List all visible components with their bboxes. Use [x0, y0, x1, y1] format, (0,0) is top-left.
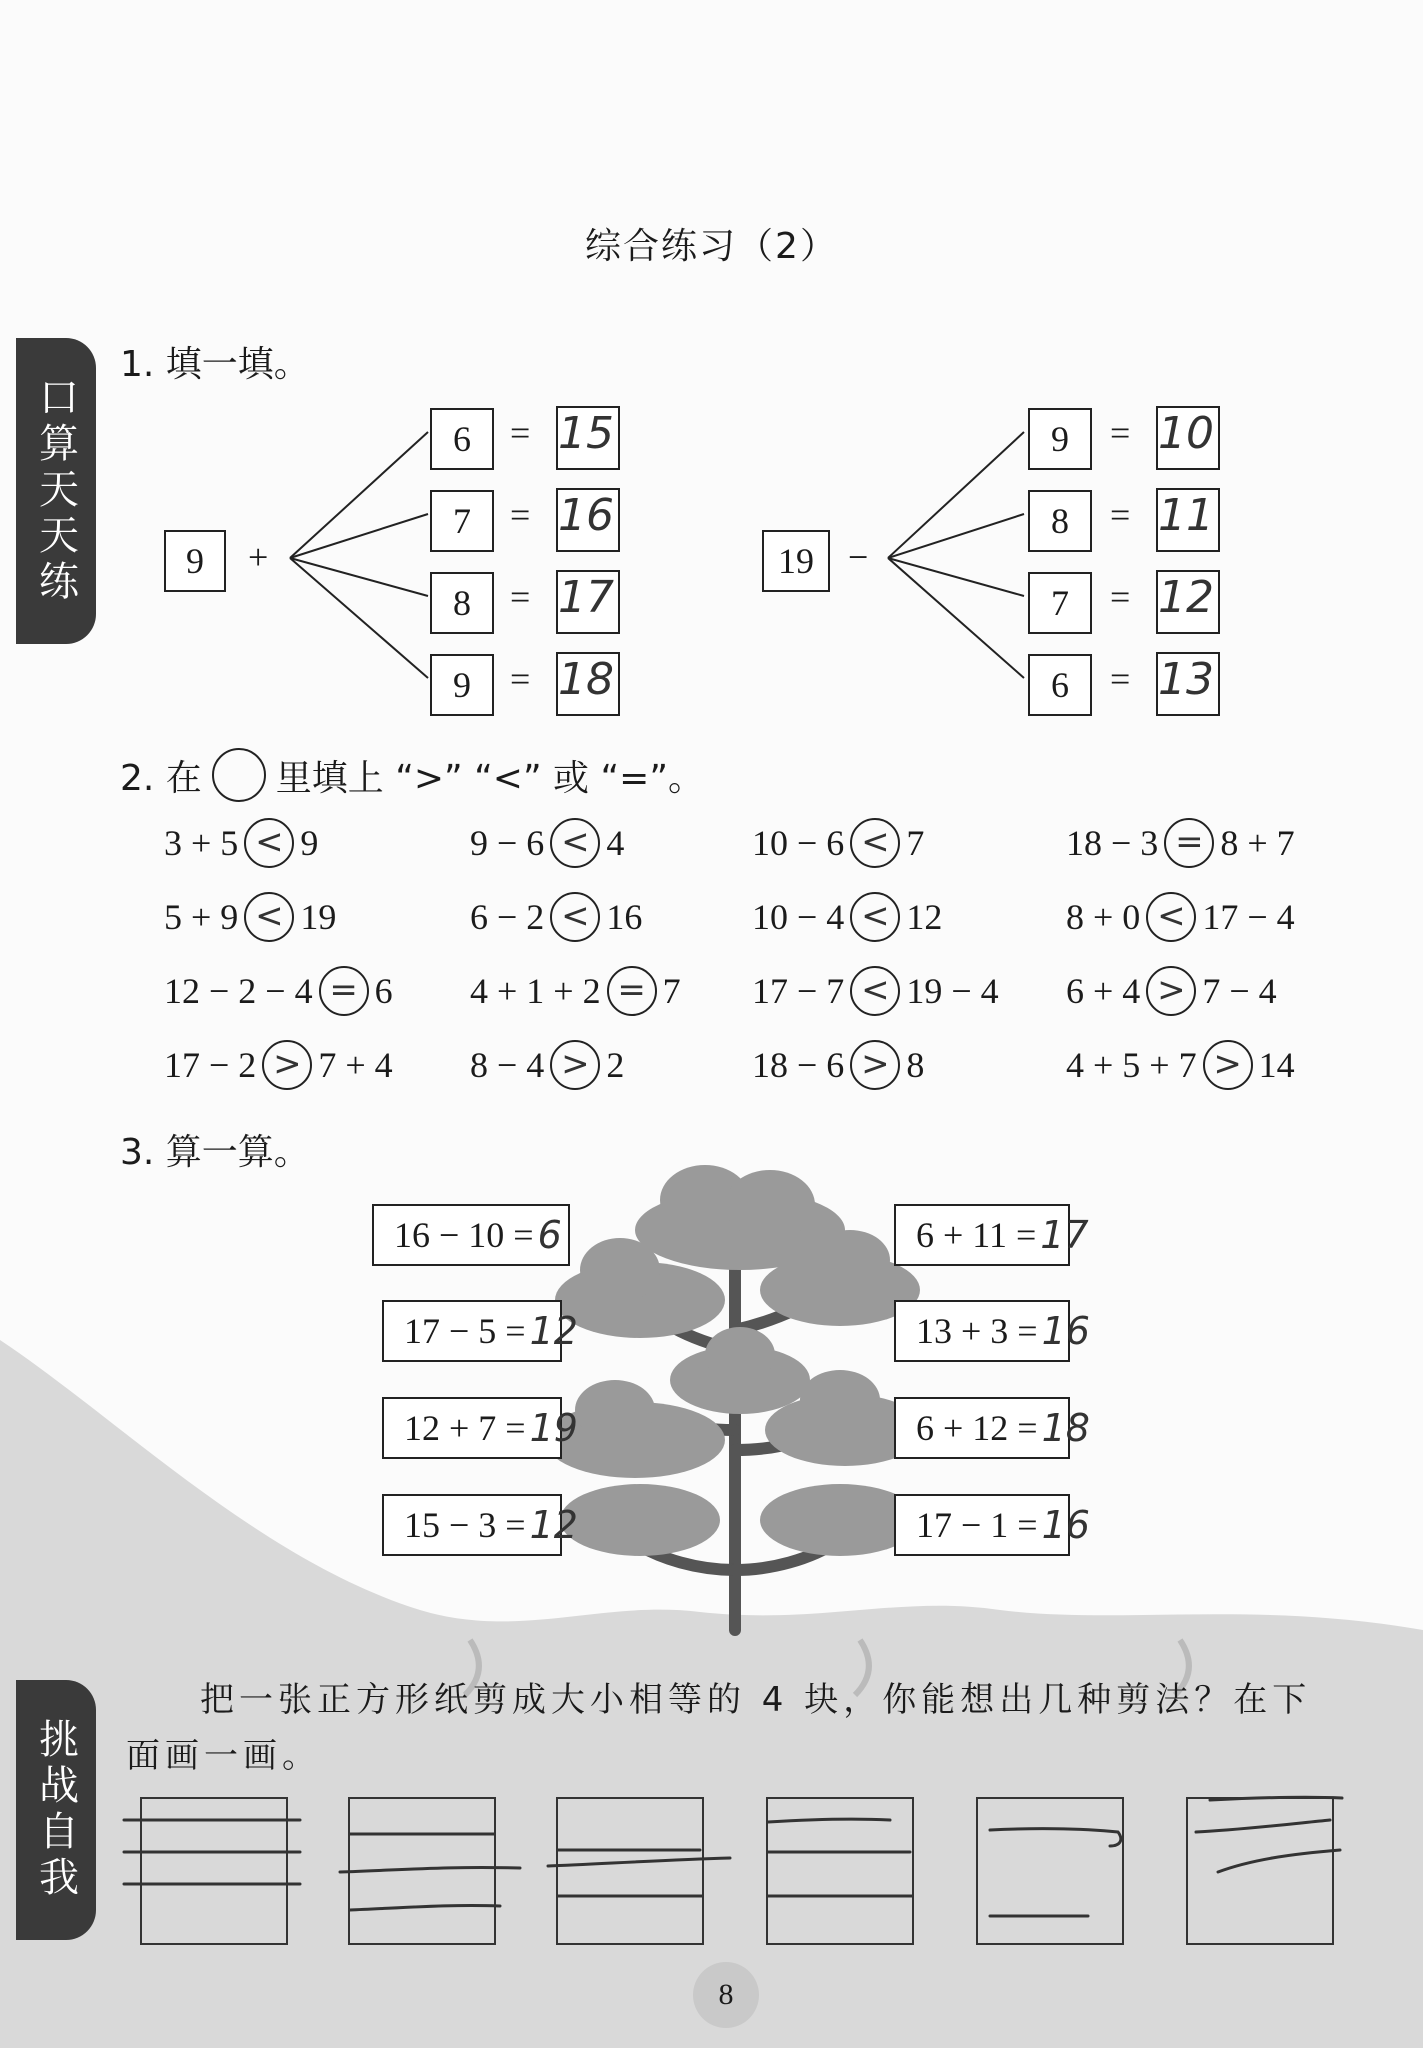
- challenge-line-1: 把一张正方形纸剪成大小相等的 4 块，你能想出几种剪法？在下: [200, 1680, 1312, 1720]
- comparison-answer-circle[interactable]: <: [550, 818, 600, 868]
- comparison-answer-circle[interactable]: <: [1146, 892, 1196, 942]
- calc-box: [382, 1494, 578, 1556]
- comparison-left: 3 + 5: [164, 823, 239, 863]
- handwritten-answer: 12: [1158, 572, 1214, 623]
- q2-heading-pre: 2. 在: [120, 757, 202, 799]
- comparison-item: [1066, 892, 1295, 942]
- comparison-right: 12: [906, 897, 943, 937]
- comparison-item: [470, 966, 681, 1016]
- equals-sign: =: [1110, 659, 1131, 699]
- handwritten-answer: 18: [558, 654, 614, 705]
- equals-sign: =: [1110, 413, 1131, 453]
- comparison-answer-circle[interactable]: =: [607, 966, 657, 1016]
- calc-expression: 17 − 1 =: [916, 1505, 1038, 1545]
- q1-right-operand: 7: [1028, 572, 1092, 634]
- handwritten-answer: 17: [558, 572, 614, 623]
- q1-left-base-box: 9: [164, 530, 226, 592]
- comparison-answer-circle[interactable]: =: [319, 966, 369, 1016]
- side-tab-label: 挑战自我: [32, 1718, 79, 1902]
- q1-left-operand: 8: [430, 572, 494, 634]
- comparison-right: 8 + 7: [1220, 823, 1295, 863]
- comparison-left: 8 + 0: [1066, 897, 1141, 937]
- q1-left-operator: +: [248, 537, 269, 577]
- handwritten-answer: 15: [558, 408, 614, 459]
- comparison-answer-circle[interactable]: >: [262, 1040, 312, 1090]
- handwritten-answer[interactable]: 6: [537, 1213, 562, 1257]
- equals-sign: =: [510, 577, 531, 617]
- comparison-answer-circle[interactable]: >: [1203, 1040, 1253, 1090]
- q1-heading: 1. 填一填。: [120, 344, 310, 385]
- challenge-line-2: 面画一画。: [126, 1736, 321, 1776]
- calc-expression: 12 + 7 =: [404, 1408, 526, 1448]
- comparison-item: [470, 1040, 624, 1090]
- comparison-item: [164, 818, 318, 868]
- comparison-item: [164, 1040, 393, 1090]
- comparison-answer-circle[interactable]: <: [550, 892, 600, 942]
- comparison-answer-circle[interactable]: <: [244, 818, 294, 868]
- q2-heading-post: 里填上 “>” “<” 或 “=”。: [275, 757, 704, 799]
- equals-sign: =: [1110, 577, 1131, 617]
- handwritten-answer[interactable]: 19: [529, 1406, 578, 1450]
- side-tab-label: 口算天天练: [32, 376, 79, 606]
- handwritten-answer[interactable]: 16: [1041, 1309, 1090, 1353]
- comparison-answer-circle[interactable]: >: [850, 1040, 900, 1090]
- handwritten-answer[interactable]: 12: [529, 1503, 578, 1547]
- comparison-left: 10 − 6: [752, 823, 845, 863]
- equals-sign: =: [510, 495, 531, 535]
- comparison-left: 6 + 4: [1066, 971, 1141, 1011]
- calc-expression: 6 + 12 =: [916, 1408, 1038, 1448]
- comparison-item: [752, 818, 924, 868]
- q1-left-operand: 9: [430, 654, 494, 716]
- handwritten-answer[interactable]: 16: [1041, 1503, 1090, 1547]
- calc-expression: 13 + 3 =: [916, 1311, 1038, 1351]
- handwritten-cut-lines: [0, 1780, 1423, 1980]
- comparison-left: 5 + 9: [164, 897, 239, 937]
- comparison-item: [1066, 818, 1295, 868]
- calc-box: [894, 1204, 1089, 1266]
- comparison-item: [752, 892, 942, 942]
- comparison-right: 6: [374, 971, 393, 1011]
- calc-box: [382, 1300, 578, 1362]
- handwritten-answer: 16: [558, 490, 614, 541]
- comparison-right: 19: [300, 897, 337, 937]
- handwritten-answer[interactable]: 17: [1040, 1213, 1089, 1257]
- calc-box: [894, 1300, 1090, 1362]
- q3-heading: 3. 算一算。: [120, 1132, 310, 1173]
- handwritten-answer: 11: [1158, 490, 1214, 541]
- comparison-right: 16: [606, 897, 643, 937]
- comparison-right: 7 + 4: [318, 1045, 393, 1085]
- comparison-right: 7: [662, 971, 681, 1011]
- calc-expression: 17 − 5 =: [404, 1311, 526, 1351]
- comparison-right: 14: [1258, 1045, 1295, 1085]
- q1-right-operand: 9: [1028, 408, 1092, 470]
- handwritten-answer[interactable]: 12: [529, 1309, 578, 1353]
- q1-branch-lines: [0, 0, 1423, 760]
- calc-expression: 6 + 11 =: [916, 1215, 1037, 1255]
- comparison-left: 17 − 7: [752, 971, 845, 1011]
- calc-box: [372, 1204, 570, 1266]
- comparison-left: 12 − 2 − 4: [164, 971, 313, 1011]
- comparison-left: 8 − 4: [470, 1045, 545, 1085]
- comparison-answer-circle[interactable]: =: [1164, 818, 1214, 868]
- comparison-left: 18 − 6: [752, 1045, 845, 1085]
- comparison-item: [164, 966, 393, 1016]
- equals-sign: =: [510, 413, 531, 453]
- q1-right-operand: 6: [1028, 654, 1092, 716]
- comparison-right: 17 − 4: [1202, 897, 1295, 937]
- comparison-right: 7: [906, 823, 925, 863]
- handwritten-answer: 13: [1158, 654, 1214, 705]
- calc-expression: 15 − 3 =: [404, 1505, 526, 1545]
- q1-right-base-box: 19: [762, 530, 830, 592]
- q1-left-operand: 7: [430, 490, 494, 552]
- q1-right-operand: 8: [1028, 490, 1092, 552]
- calc-expression: 16 − 10 =: [394, 1215, 534, 1255]
- comparison-item: [164, 892, 336, 942]
- comparison-answer-circle[interactable]: <: [850, 892, 900, 942]
- equals-sign: =: [1110, 495, 1131, 535]
- comparison-left: 4 + 5 + 7: [1066, 1045, 1197, 1085]
- comparison-right: 8: [906, 1045, 925, 1085]
- handwritten-answer: 10: [1158, 408, 1214, 459]
- comparison-answer-circle[interactable]: <: [850, 966, 900, 1016]
- comparison-item: [752, 1040, 924, 1090]
- comparison-item: [1066, 966, 1277, 1016]
- calc-box: [382, 1397, 578, 1459]
- comparison-item: [752, 966, 999, 1016]
- comparison-answer-circle[interactable]: >: [1146, 966, 1196, 1016]
- comparison-left: 18 − 3: [1066, 823, 1159, 863]
- handwritten-answer[interactable]: 18: [1041, 1406, 1090, 1450]
- comparison-left: 6 − 2: [470, 897, 545, 937]
- comparison-right: 4: [606, 823, 625, 863]
- calc-box: [894, 1494, 1090, 1556]
- comparison-answer-circle[interactable]: <: [244, 892, 294, 942]
- calc-box: [894, 1397, 1090, 1459]
- comparison-left: 4 + 1 + 2: [470, 971, 601, 1011]
- equals-sign: =: [510, 659, 531, 699]
- comparison-item: [470, 818, 624, 868]
- tree-illustration: [537, 1150, 940, 1640]
- page-number: 8: [693, 1962, 759, 2028]
- comparison-right: 19 − 4: [906, 971, 999, 1011]
- q1-left-operand: 6: [430, 408, 494, 470]
- q2-heading: [120, 748, 704, 802]
- comparison-left: 17 − 2: [164, 1045, 257, 1085]
- q1-right-operator: −: [848, 537, 869, 577]
- comparison-right: 9: [300, 823, 319, 863]
- comparison-left: 10 − 4: [752, 897, 845, 937]
- circle-placeholder-icon: [212, 748, 266, 802]
- comparison-answer-circle[interactable]: <: [850, 818, 900, 868]
- comparison-item: [470, 892, 642, 942]
- comparison-item: [1066, 1040, 1295, 1090]
- comparison-answer-circle[interactable]: >: [550, 1040, 600, 1090]
- comparison-right: 7 − 4: [1202, 971, 1277, 1011]
- comparison-right: 2: [606, 1045, 625, 1085]
- comparison-left: 9 − 6: [470, 823, 545, 863]
- page-title: 综合练习（2）: [585, 226, 838, 267]
